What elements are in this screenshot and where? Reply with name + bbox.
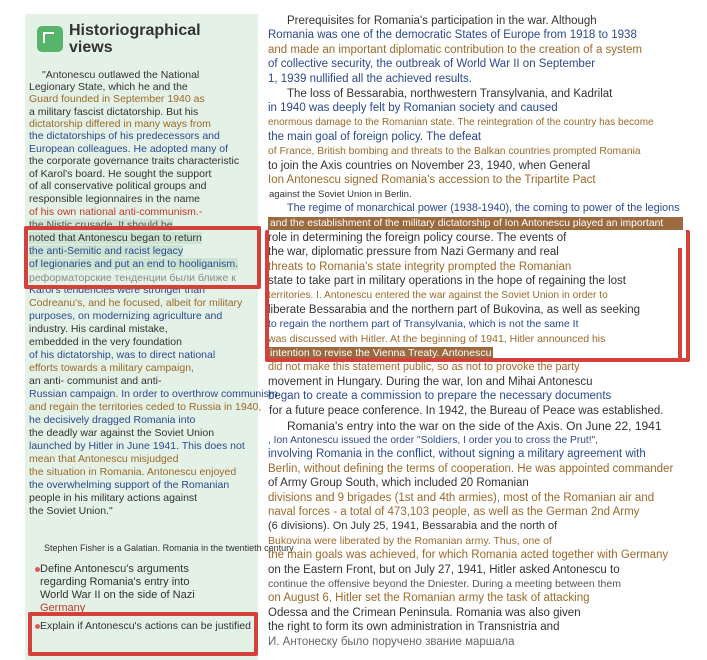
quote-line: an anti- communist and anti-	[29, 375, 162, 387]
quote-line: purposes, on modernizing agriculture and	[29, 310, 223, 322]
body-line: Ion Antonescu signed Romania's accession to the Tripartite Pact	[268, 174, 596, 186]
quote-line: European colleagues. He adopted many of	[29, 143, 229, 155]
quote-line: the overwhelming support of the Romanian	[29, 479, 230, 491]
body-line: began to create a commission to prepare the necessary documents	[268, 390, 612, 403]
body-line: the right to form its own administration in Transnistria and	[268, 621, 560, 634]
quote-line: of Karol's board. He sought the support	[29, 168, 212, 180]
attribution: Stephen Fisher is a Galatian. Romania in the twentieth century	[44, 543, 294, 553]
quote-line: and regain the territories ceded to Russia in 1940,	[29, 401, 262, 413]
body-line: (6 divisions). On July 25, 1941, Bessarabia and the north of	[268, 520, 558, 533]
quote-line: embedded in the very foundation	[29, 336, 182, 348]
quote-line: Guard founded in September 1940 as	[29, 93, 205, 105]
body-line: , Ion Antonescu issued the order "Soldiers, I order you to cross the Prut!",	[268, 435, 599, 446]
body-line: The regime of monarchical power (1938-1940), the coming to power of the legions	[287, 202, 680, 215]
body-line: Bukovina were liberated by the Romanian army. Thus, one of	[268, 534, 552, 547]
body-line: state to take part in military operations in the hope of regaining the lost	[268, 275, 626, 287]
highlight-box-main	[265, 230, 690, 362]
body-line: to join the Axis countries on November 23, 1940, when General	[268, 159, 591, 172]
body-line: The loss of Bessarabia, northwestern Transylvania, and Kadrilat	[287, 87, 613, 100]
body-line: divisions and 9 brigades (1st and 4th armies), most of the Romanian air and	[268, 491, 655, 504]
body-line: 1, 1939 nullified all the achieved results.	[268, 72, 472, 85]
body-line: the war, diplomatic pressure from Nazi Germany and real	[268, 246, 559, 259]
body-line: was discussed with Hitler. At the beginning of 1941, Hitler announced his	[268, 332, 606, 345]
body-line: Romania's entry into the war on the side of the Axis. On June 22, 1941	[287, 418, 662, 433]
quote-line: mean that Antonescu misjudged	[29, 453, 179, 465]
quote-line: Legionary State, which he and the	[29, 81, 188, 93]
body-line: Odessa and the Crimean Peninsula. Romania was also given	[268, 606, 581, 619]
quote-line: responsible legionnaires in the name	[29, 193, 201, 205]
body-line: to regain the northern part of Transylvania, which is not the same It	[268, 318, 579, 331]
quote-line: of all conservative political groups and	[29, 180, 207, 192]
task-1-line-2: regarding Romania's entry into	[40, 576, 190, 588]
body-line: continue the offensive beyond the Dniester. During a meeting between them	[268, 578, 621, 590]
quote-line: noted that Antonescu began to return	[29, 232, 202, 244]
quote-line: Codreanu's, and he focused, albeit for military	[29, 297, 243, 309]
task-1-line-1: Define Antonescu's arguments	[40, 563, 189, 575]
body-line: in 1940 was deeply felt by Romanian society and caused	[268, 102, 558, 114]
task-2-line-1: Explain if Antonescu's actions can be justified	[40, 620, 251, 632]
body-line: intention to revise the Vienna Treaty. Antonescu	[270, 347, 492, 359]
highlight-box-sidebar	[24, 226, 261, 289]
quote-line: of his dictatorship, was to direct national	[29, 349, 216, 361]
quote-line: the Soviet Union."	[29, 505, 113, 517]
body-line: territories. I. Antonescu entered the war against the Soviet Union in order to	[268, 290, 608, 302]
body-line: role in determining the foreign policy course. The events of	[268, 231, 567, 244]
quote-line: a military fascist dictatorship. But his	[29, 106, 199, 118]
body-line: enormous damage to the Romanian state. The reintegration of the country has become	[268, 117, 654, 129]
body-line: did not make this statement public, so as not to provoke the party	[268, 361, 580, 374]
sidebar-header	[37, 22, 257, 62]
body-line: of Army Group South, which included 20 Romanian	[268, 477, 529, 490]
quote-line: "Antonescu outlawed the National	[42, 69, 200, 81]
body-line: involving Romania in the conflict, without signing a military agreement with	[268, 448, 646, 461]
sidebar-title: Historiographical views	[69, 22, 201, 56]
quote-line: the deadly war against the Soviet Union	[29, 427, 215, 439]
quote-line: the Nistic crusade. It should be	[29, 219, 173, 231]
body-line: Romania was one of the democratic States of Europe from 1918 to 1938	[268, 29, 637, 42]
body-line: for a future peace conference. In 1942, the Bureau of Peace was established.	[269, 404, 664, 417]
quote-line: he decisively dragged Romania into	[29, 414, 196, 426]
body-line: Berlin, without defining the terms of cooperation. He was appointed commander	[268, 462, 674, 475]
quote-line: реформаторские тенденции были ближе к	[29, 272, 236, 284]
quote-line: Russian campaign. In order to overthrow communism	[29, 388, 278, 400]
quote-line: the situation in Romania. Antonescu enjoyed	[29, 466, 237, 478]
quote-line: efforts towards a military campaign,	[29, 362, 194, 374]
body-line: movement in Hungary. During the war, Ion and Mihai Antonescu	[268, 375, 593, 388]
body-line: and the establishment of the military dictatorship of Ion Antonescu played an important	[268, 217, 683, 230]
body-line: liberate Bessarabia and the northern part of Bukovina, as well as seeking	[268, 303, 641, 316]
body-line: of France, British bombing and threats to the Balkan countries prompted Romania	[268, 146, 641, 158]
body-line: the main goals was achieved, for which Romania acted together with Germany	[268, 549, 669, 562]
body-line: threats to Romania's state integrity prompted the Romanian	[268, 260, 572, 273]
body-line: И. Антонеску было поручено звание маршала	[268, 635, 515, 648]
body-line: against the Soviet Union in Berlin.	[269, 189, 412, 201]
body-line: of collective security, the outbreak of World War II on September	[268, 58, 596, 71]
quote-line: dictatorship differed in many ways from	[29, 118, 211, 130]
quote-line: people in his military actions against	[29, 492, 198, 504]
quote-line: of his own national anti-communism.-	[29, 206, 203, 218]
quote-line: the dictatorships of his predecessors and	[29, 130, 220, 142]
body-line: on the Eastern Front, but on July 27, 1941, Hitler asked Antonescu to	[268, 563, 620, 576]
quote-line: of legionaries and put an end to hooliganism.	[29, 258, 238, 270]
body-line: naval forces - a total of 473,103 people, as well as the German 2nd Army	[268, 506, 640, 518]
body-line: Prerequisites for Romania's participation in the war. Although	[287, 15, 597, 27]
book-icon	[37, 26, 63, 52]
task-1-line-4: Germany	[40, 602, 86, 614]
quote-line: the corporate governance traits characteristic	[29, 155, 240, 167]
highlight-box-task	[28, 612, 258, 656]
body-line: on August 6, Hitler set the Romanian army the task of attacking	[268, 592, 590, 605]
task-1-line-3: World War II on the side of Nazi	[40, 589, 195, 601]
quote-line: launched by Hitler in June 1941. This does not	[29, 440, 245, 452]
quote-line: the anti-Semitic and racist legacy	[29, 245, 184, 257]
highlight-bar-main	[678, 248, 682, 358]
body-line: and made an important diplomatic contribution to the creation of a system	[268, 43, 642, 56]
quote-line: industry. His cardinal mistake,	[29, 323, 168, 335]
body-line: the main goal of foreign policy. The defeat	[268, 130, 482, 143]
quote-line: Karol's tendencies were stronger than	[29, 284, 205, 296]
